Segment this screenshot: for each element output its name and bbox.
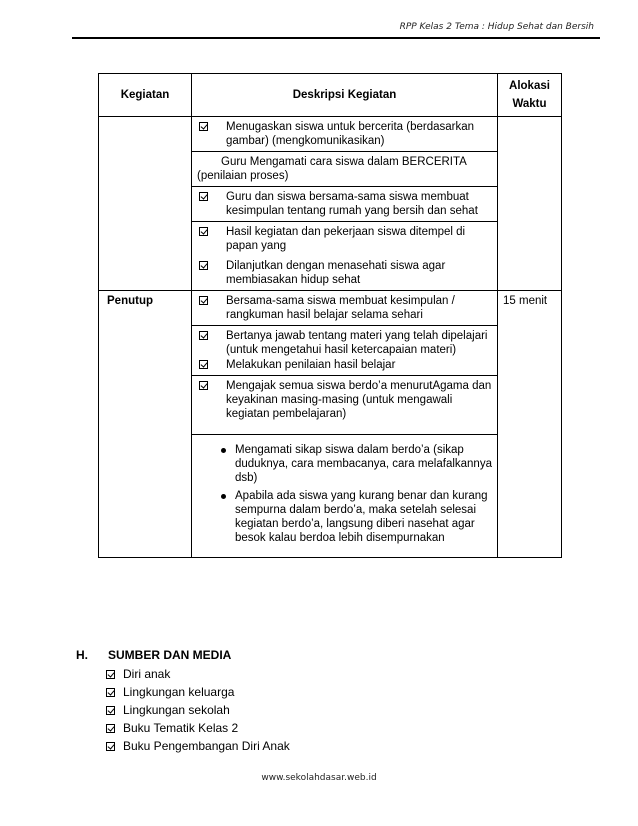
source-item-text: Lingkungan keluarga — [123, 685, 235, 699]
list-item — [106, 665, 290, 683]
checkbox-icon — [199, 261, 208, 270]
checklist-text: Bersama-sama siswa membuat kesimpulan / rangkuman hasil belajar selama sehari — [226, 295, 455, 321]
header-alokasi: Alokasi Waktu — [498, 74, 562, 117]
table-header-row — [99, 74, 562, 117]
description-cell — [192, 435, 498, 558]
list-item — [221, 489, 492, 545]
header-rule — [72, 37, 600, 39]
section-letter: H. — [76, 648, 88, 662]
checkbox-icon — [199, 192, 208, 201]
activity-table — [98, 73, 562, 558]
checklist-text: Dilanjutkan dengan menasehati siswa agar membiasakan hidup sehat — [226, 260, 446, 286]
source-item-text: Buku Tematik Kelas 2 — [123, 721, 239, 735]
section-heading — [76, 648, 231, 662]
source-list — [106, 665, 290, 755]
alokasi-cell-empty — [498, 117, 562, 291]
penutup-label: Penutup — [99, 291, 192, 558]
bullet-text: Apabila ada siswa yang kurang benar dan kurang sempurna dalam berdo’a, maka setelah selesai kegiatan berdo’a, langsung diberi nasehat agar besok kalau berdoa lebih disempurnakan — [235, 490, 488, 544]
description-cell — [192, 152, 498, 187]
penutup-time: 15 menit — [498, 291, 562, 558]
table-row — [99, 291, 562, 326]
checklist-item — [197, 225, 492, 253]
checklist-item — [197, 379, 492, 421]
checkbox-icon — [199, 381, 208, 390]
bullet-icon — [221, 448, 226, 453]
list-item — [106, 719, 290, 737]
page-header: RPP Kelas 2 Tema : Hidup Sehat dan Bersih — [399, 22, 594, 32]
checklist-text: Guru dan siswa bersama-sama siswa membuat kesimpulan tentang rumah yang bersih dan sehat — [226, 191, 478, 217]
list-item — [106, 737, 290, 755]
checklist-item — [197, 120, 492, 148]
description-cell — [192, 187, 498, 222]
source-item-text: Lingkungan sekolah — [123, 703, 230, 717]
description-cell — [192, 117, 498, 152]
checklist-text: Bertanya jawab tentang materi yang telah dipelajari (untuk mengetahui hasil ketercapaian materi) — [226, 330, 488, 356]
page-footer-url: www.sekolahdasar.web.id — [261, 773, 377, 783]
assessment-text: Guru Mengamati cara siswa dalam BERCERITA (penilaian proses) — [197, 156, 467, 182]
checkbox-icon — [199, 331, 208, 340]
description-cell — [192, 326, 498, 376]
checkbox-icon — [106, 742, 115, 751]
bullet-list — [197, 443, 492, 545]
checkbox-icon — [106, 670, 115, 679]
description-cell — [192, 376, 498, 435]
checkbox-icon — [199, 360, 208, 369]
checkbox-icon — [106, 724, 115, 733]
list-item — [106, 683, 290, 701]
kegiatan-cell-empty — [99, 117, 192, 291]
table-row — [99, 117, 562, 152]
checklist-text: Hasil kegiatan dan pekerjaan siswa ditempel di papan yang — [226, 226, 466, 252]
section-title: SUMBER DAN MEDIA — [108, 648, 232, 662]
checklist-text: Menugaskan siswa untuk bercerita (berdasarkan gambar) (mengkomunikasikan) — [226, 121, 475, 147]
list-item — [106, 701, 290, 719]
list-item — [221, 443, 492, 485]
checkbox-icon — [199, 227, 208, 236]
header-kegiatan: Kegiatan — [99, 74, 192, 117]
checkbox-icon — [106, 688, 115, 697]
description-cell — [192, 291, 498, 326]
bullet-text: Mengamati sikap siswa dalam berdo’a (sikap duduknya, cara membacanya, cara melafalkannya dsb) — [235, 444, 492, 484]
checklist-item — [197, 329, 492, 357]
bullet-icon — [221, 494, 226, 499]
checklist-item — [197, 259, 492, 287]
source-item-text: Buku Pengembangan Diri Anak — [123, 739, 290, 753]
checklist-item — [197, 358, 492, 372]
checklist-text: Mengajak semua siswa berdo’a menurutAgama dan keyakinan masing-masing (untuk mengawali kegiatan pembelajaran) — [226, 380, 492, 420]
checklist-item — [197, 294, 492, 322]
source-item-text: Diri anak — [123, 667, 171, 681]
checkbox-icon — [199, 296, 208, 305]
checkbox-icon — [106, 706, 115, 715]
description-cell — [192, 222, 498, 291]
checklist-text: Melakukan penilaian hasil belajar — [226, 359, 396, 371]
header-deskripsi: Deskripsi Kegiatan — [192, 74, 498, 117]
checklist-item — [197, 190, 492, 218]
checkbox-icon — [199, 122, 208, 131]
